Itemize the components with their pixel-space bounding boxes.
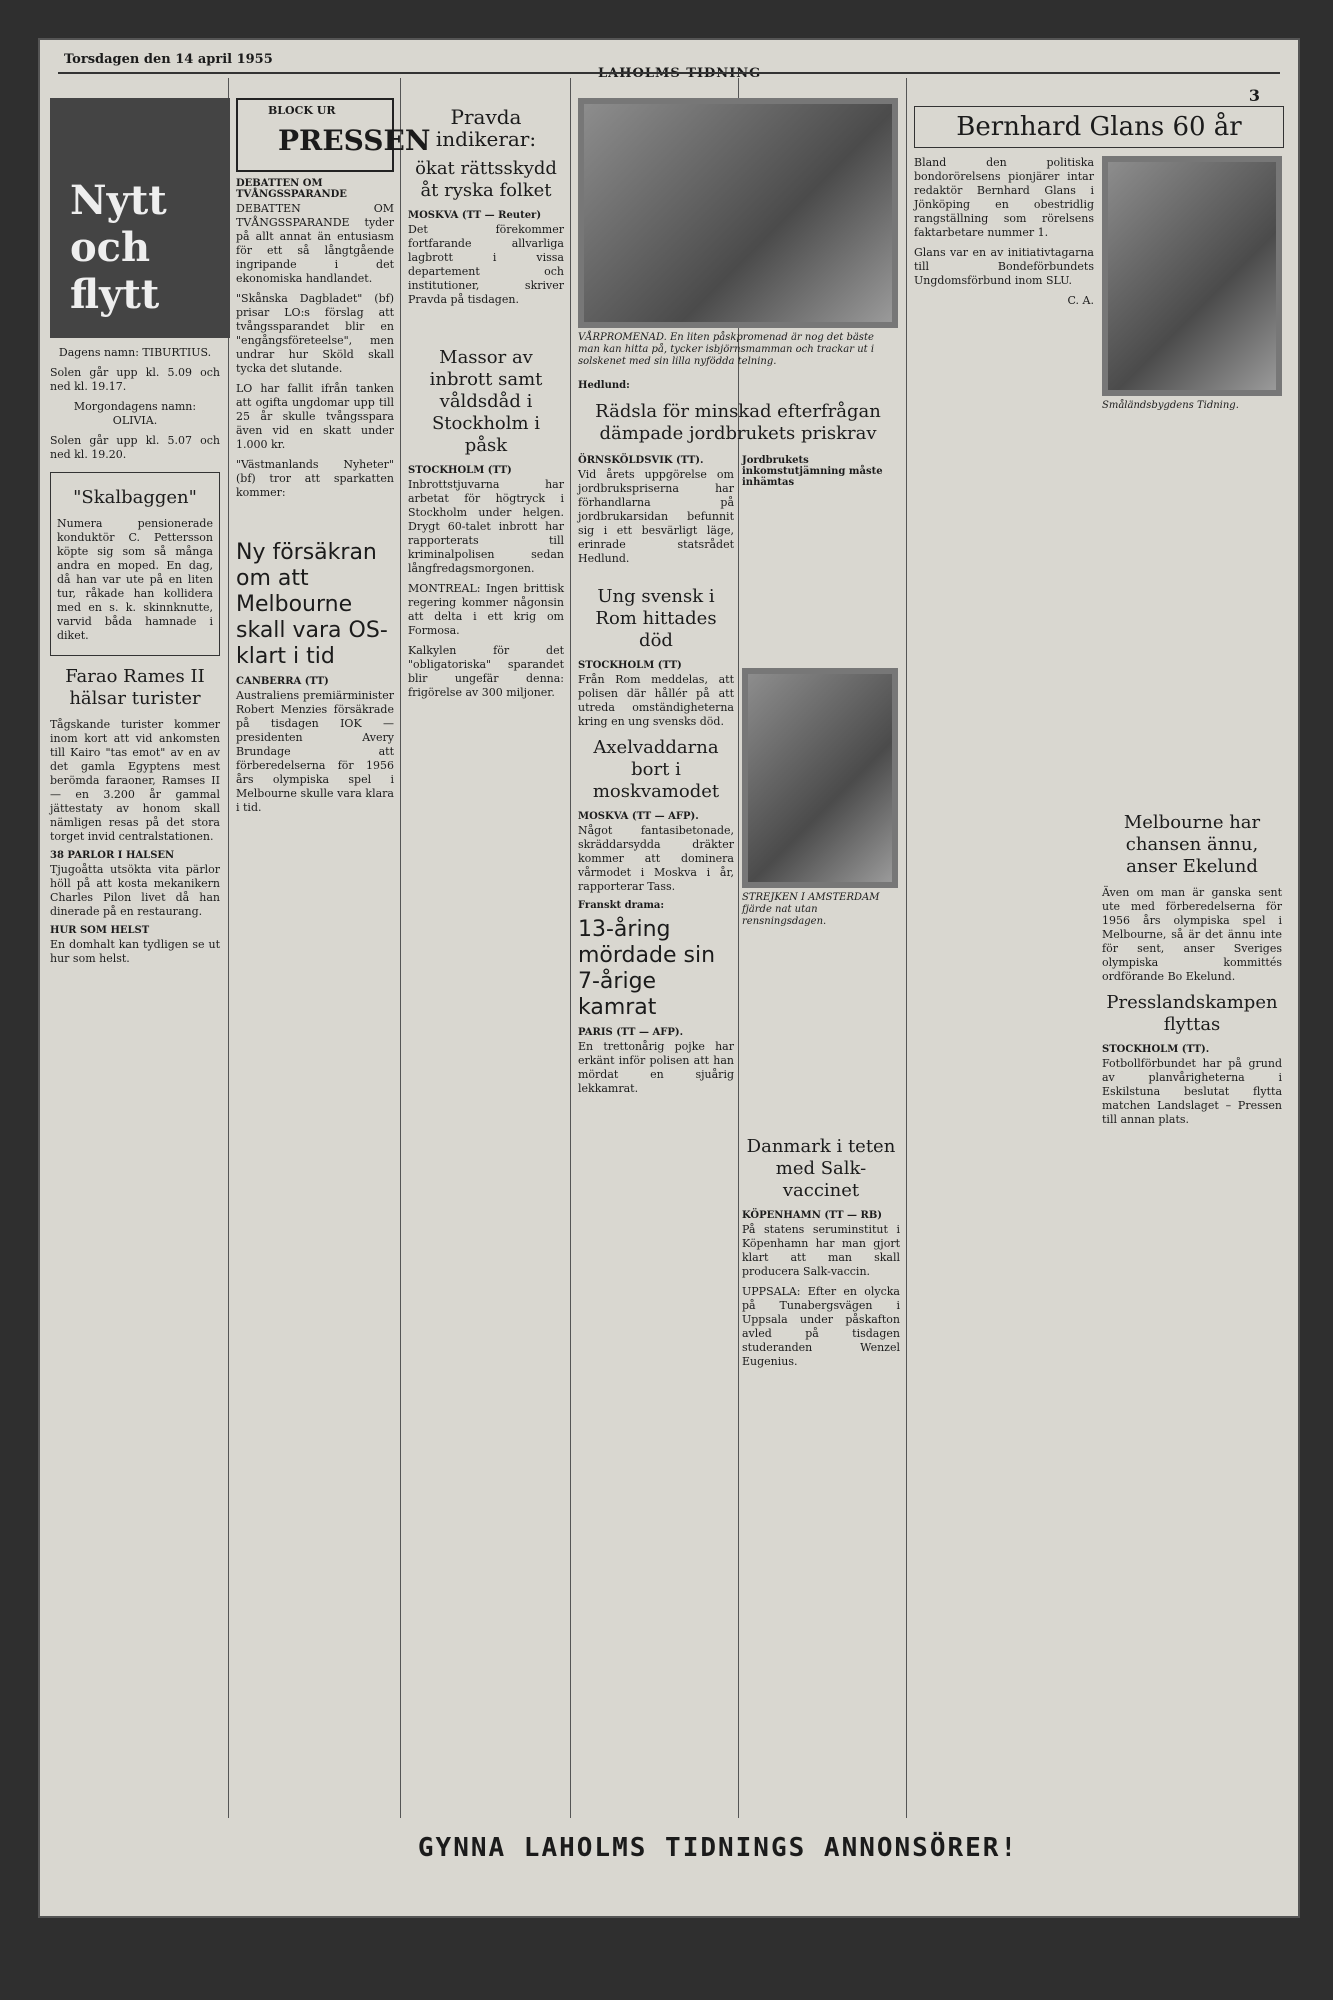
- dateline-stockholm-2: STOCKHOLM (TT): [578, 660, 682, 671]
- headline-hur-som-helst: HUR SOM HELST: [50, 925, 150, 936]
- sun-tomorrow: Solen går upp kl. 5.07 och ned kl. 19.20.: [50, 434, 220, 461]
- article-axelvadd: Något fantasibetonade, skräddarsydda dräkter kommer att dominera vårmodet i Moskva i år, rapporterar Tass.: [578, 824, 734, 893]
- skalbaggen-box: [50, 472, 220, 656]
- subhead-jordbruk: Jordbrukets inkomstutjämning måste inhämtas: [742, 455, 883, 488]
- headline-melbourne: Ny försäkran om att Melbourne skall vara OS-klart i tid: [236, 540, 388, 669]
- label-hedlund: Hedlund:: [578, 380, 630, 391]
- headline-axelvadd: Axelvaddarna bort i moskvamodet: [592, 737, 720, 802]
- pressen-logo: [236, 98, 431, 172]
- headline-pravda-1: Pravda indikerar:: [435, 105, 537, 151]
- paragraph: Kalkylen för det "obligatoriska" sparandet blir ungefär denna: frigörelse av 300 miljoner.: [408, 644, 564, 699]
- article-farao: Tågskande turister kommer inom kort att vid ankomsten till Kairo "tas emot" av en av det gamla Egyptens mest berömda faraoner, Ramses II — en 3.200 år gammal jättestaty av honom skall nämligen resas på det stora torget invid centralstationen.: [50, 718, 220, 843]
- column-rule: [570, 78, 571, 1818]
- box-title: "Skalbaggen": [73, 487, 197, 508]
- signature: C. A.: [1067, 294, 1094, 307]
- article-ekelund: Även om man är ganska sent ute med förberedelserna för 1956 års olympiska spel i Melbourne, så är det ännu inte för sent, anser Sveriges olympiska kommittés ordförande Bo Ekelund.: [1102, 886, 1282, 983]
- column-1: [50, 98, 220, 1798]
- column-6: [914, 98, 1284, 1798]
- headline-danmark: Danmark i teten med Salk-vaccinet: [746, 1136, 896, 1201]
- dateline-stockholm: STOCKHOLM (TT): [408, 465, 512, 476]
- article-uppsala: UPPSALA: Efter en olycka på Tunabergsvägen i Uppsala under påskafton avled på tisdagen studeranden Wenzel Eugenius.: [742, 1285, 900, 1368]
- newspaper-page: [38, 38, 1300, 1918]
- dateline-kopenhamn: KÖPENHAMN (TT — RB): [742, 1210, 883, 1221]
- box-text: Numera pensionerade konduktör C. Pettersson köpte sig som så många andra en moped. En dag, då han var ute på en liten tur, råkade han kollidera med en s. k. skinnknutte, varvid båda hamnade i diket.: [57, 517, 213, 642]
- page-number: 3: [1248, 86, 1260, 105]
- article-pravda: Det förekommer fortfarande allvarliga lagbrott i vissa departement och institutioner, skriver Pravda på tisdagen.: [408, 223, 564, 306]
- article-parlor: Tjugoåtta utsökta vita pärlor höll på att kosta mekanikern Charles Pilon livet då han dinerade på en restaurang.: [50, 863, 220, 918]
- photo-caption: VÅRPROMENAD. En liten påskpromenad är nog det bäste man kan hitta på, tycker isbjörnsmamman och trackar ut i solskenet med sin lilla nyfödda telning.: [578, 332, 875, 367]
- masthead: LAHOLMS TIDNING: [598, 66, 762, 81]
- paragraph: "Västmanlands Nyheter" (bf) tror att sparkatten kommer:: [236, 458, 394, 499]
- article-melbourne: Australiens premiärminister Robert Menzies försäkrade på tisdagen IOK — presidenten Avery Brundage att förberedelserna för 1956 års olympiska spel i Melbourne skulle vara klara i tid.: [236, 689, 394, 814]
- article-glans: Bland den politiska bondorörelsens pionjärer intar redaktör Bernhard Glans i Jönköping en obestridlig rangställning som rörelsens faktarbetare nummer 1.: [914, 156, 1094, 239]
- column-rule: [400, 78, 401, 1818]
- headline-13-aring: 13-åring mördade sin 7-årige kamrat: [578, 917, 716, 1020]
- strike-photo: [742, 668, 898, 888]
- headline-rom: Ung svensk i Rom hittades död: [595, 586, 717, 651]
- dateline-canberra: CANBERRA (TT): [236, 676, 329, 687]
- dateline-stockholm-3: STOCKHOLM (TT).: [1102, 1044, 1210, 1055]
- dateline-moskva: MOSKVA (TT — Reuter): [408, 210, 542, 221]
- column-3: [408, 98, 564, 1798]
- headline-debatten: DEBATTEN OM TVÅNGSSPARANDE: [236, 178, 347, 200]
- label-franskt: Franskt drama:: [578, 900, 665, 911]
- pressen-top: BLOCK UR: [268, 104, 336, 117]
- headline-parlor: 38 PARLOR I HALSEN: [50, 850, 175, 861]
- hedlund-article: [578, 378, 732, 393]
- header-rule: [58, 72, 1280, 74]
- sun-today: Solen går upp kl. 5.09 och ned kl. 19.17.: [50, 366, 220, 393]
- column-5: [742, 1128, 900, 1728]
- dateline-paris: PARIS (TT — AFP).: [578, 1027, 684, 1038]
- headline-presslandskampen: Presslandskampen flyttas: [1106, 992, 1278, 1035]
- headline-farao: Farao Rames II hälsar turister: [65, 666, 205, 709]
- paragraph: Glans var en av initiativtagarna till Bondeförbundets Ungdomsförbund inom SLU.: [914, 246, 1094, 287]
- article-13-aring: En trettonårig pojke har erkänt inför polisen att han mördat en sjuårig lekkamrat.: [578, 1040, 734, 1095]
- headline-ekelund: Melbourne har chansen ännu, anser Ekelund: [1123, 812, 1261, 877]
- polar-bear-photo: [578, 98, 898, 328]
- page-date: Torsdagen den 14 april 1955: [64, 52, 273, 67]
- glans-caption: Småländsbygdens Tidning.: [1102, 400, 1239, 411]
- column-rule: [906, 78, 907, 1818]
- strike-caption: STREJKEN I AMSTERDAM fjärde nat utan rensningsdagen.: [742, 892, 880, 927]
- headline-inbrott: Massor av inbrott samt våldsdåd i Stockholm i påsk: [429, 347, 543, 456]
- dateline-moskva-2: MOSKVA (TT — AFP).: [578, 811, 699, 822]
- column-2: [236, 98, 431, 1798]
- paragraph: MONTREAL: Ingen brittisk regering kommer någonsin att delta i ett krig om Formosa.: [408, 582, 564, 637]
- column-rule: [228, 78, 229, 1818]
- nytt-och-flytt-graphic: [50, 98, 230, 338]
- article-rom: Från Rom meddelas, att polisen där hållér på att utreda omständigheterna kring en ung svensks död.: [578, 673, 734, 728]
- headline-pravda-2: ökat rättsskydd åt ryska folket: [415, 158, 557, 201]
- article-inbrott: Inbrottstjuvarna har arbetat för högtryck i Stockholm under helgen. Drygt 60-talet inbrott har rapporterats till kriminalpolisen sedan långfredagsmorgonen.: [408, 478, 564, 575]
- article-danmark: På statens seruminstitut i Köpenhamn har man gjort klart att man skall producera Salk-vaccin.: [742, 1223, 900, 1278]
- headline-glans: Bernhard Glans 60 år: [914, 106, 1284, 148]
- graphic-label: Nytt och flytt: [70, 177, 167, 318]
- article-hur-som-helst: En domhalt kan tydligen se ut hur som helst.: [50, 938, 220, 965]
- article-presslandskampen: Fotbollförbundet har på grund av planvårigheterna i Eskilstuna beslutat flytta matchen Landslaget – Pressen till annan plats.: [1102, 1057, 1282, 1126]
- dateline-ornskoldsvik: ÖRNSKÖLDSVIK (TT).: [578, 455, 704, 466]
- names-today: Dagens namn: TIBURTIUS.: [58, 346, 212, 359]
- article-jordbruk: Vid årets uppgörelse om jordbrukspriserna har förhandlarna på jordbrukarsidan befunnit sig i ett besvärligt läge, erinrade statsrådet Hedlund.: [578, 468, 734, 565]
- pressen-main: PRESSEN: [278, 124, 431, 157]
- names-tomorrow: Morgondagens namn: OLIVIA.: [73, 400, 197, 427]
- footer-banner: GYNNA LAHOLMS TIDNINGS ANNONSÖRER!: [417, 1833, 1019, 1863]
- headline-jordbruk: Rädsla för minskad efterfrågan dämpade jordbrukets priskrav: [595, 401, 881, 444]
- paragraph: DEBATTEN OM TVÅNGSSPARANDE tyder på allt annat än entusiasm för ett så långtgående ingripande i det ekonomiska handlandet.: [236, 202, 394, 285]
- paragraph: LO har fallit ifrån tanken att ogifta ungdomar upp till 25 år skulle tvångsspara även vid en skatt under 1.000 kr.: [236, 382, 394, 451]
- glans-portrait: [1102, 156, 1282, 396]
- paragraph: "Skånska Dagbladet" (bf) prisar LO:s förslag att tvångssparandet blir en "engångsföreteelse", men undrar hur Sköld skall tycka det slutande.: [236, 292, 394, 375]
